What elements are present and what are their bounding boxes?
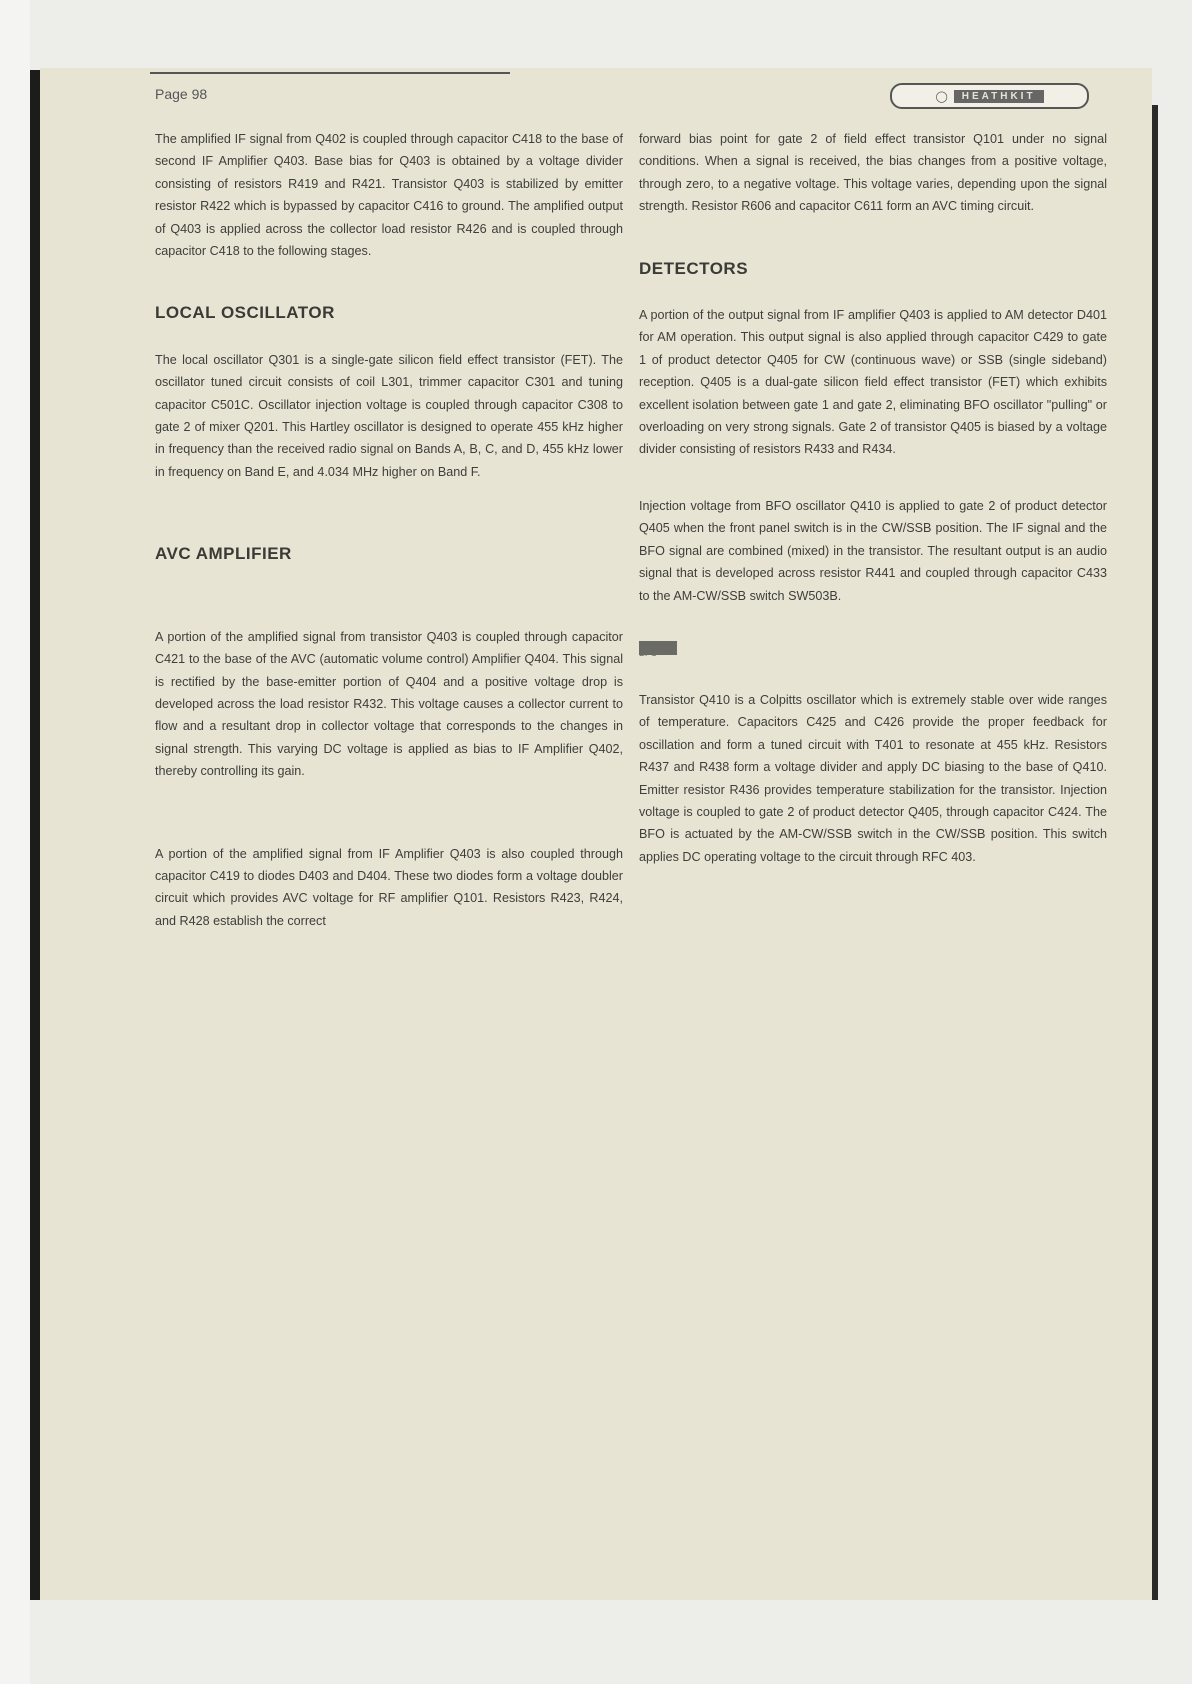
page-number: Page 98 [155, 86, 208, 102]
section-heading-local-oscillator: LOCAL OSCILLATOR [155, 303, 335, 323]
right-column [639, 128, 1107, 868]
paragraph: Injection voltage from BFO oscillator Q410 is applied to gate 2 of product detector Q405 when the front panel switch is in the CW/SSB position. The IF signal and the BFO signal are combined (mixed) in the transistor. The resultant output is an audio signal that is developed across resistor R441 and coupled through capacitor C433 to the AM-CW/SSB switch SW503B. [639, 498, 1107, 603]
brand-badge [890, 83, 1089, 109]
paragraph: forward bias point for gate 2 of field effect transistor Q101 under no signal conditions. When a signal is received, the bias changes from a positive voltage, through zero, to a negative voltage. This voltage varies, depending upon the signal strength. Resistor R606 and capacitor C611 form an AVC timing circuit. [639, 132, 1107, 214]
page-edge [1152, 105, 1158, 1600]
paragraph: A portion of the output signal from IF amplifier Q403 is applied to AM detector D401 for AM operation. This output signal is also applied through capacitor C429 to gate 1 of product detector Q405 for CW (continuous wave) or SSB (single sideband) reception. Q405 is a dual-gate silicon field effect transistor (FET) which exhibits excellent isolation between gate 1 and gate 2, eliminating BFO oscillator "pulling" or overloading on very strong signals. Gate 2 of transistor Q405 is biased by a voltage divider consisting of resistors R433 and R434. [639, 308, 1107, 457]
brand-logo-icon: ◯ [935, 90, 948, 103]
section-heading-detectors: DETECTORS [639, 258, 749, 278]
top-rule [150, 72, 510, 74]
left-column [155, 128, 623, 932]
binding-spine [30, 70, 40, 1600]
scan-margin [0, 0, 30, 1684]
section-heading-avc-amplifier: AVC AMPLIFIER [155, 544, 292, 564]
paragraph: A portion of the amplified signal from IF Amplifier Q403 is also coupled through capacitor C419 to diodes D403 and D404. These two diodes form a voltage doubler circuit which provides AVC voltage for RF amplifier Q101. Resistors R423, R424, and R428 establish the correct [155, 846, 623, 928]
paragraph: Transistor Q410 is a Colpitts oscillator which is extremely stable over wide ranges of temperature. Capacitors C425 and C426 provide the proper feedback for oscillation and form a tuned circuit with T401 to resonate at 455 kHz. Resistors R437 and R438 form a voltage divider and apply DC biasing to the base of Q410. Emitter resistor R436 provides temperature stabilization for the transistor. Injection voltage is coupled to gate 2 of product detector Q405, through capacitor C424. The BFO is actuated by the AM-CW/SSB switch in the CW/SSB position. This switch applies DC operating voltage to the circuit through RFC 403. [639, 692, 1107, 864]
paragraph: A portion of the amplified signal from transistor Q403 is coupled through capacitor C421 to the base of the AVC (automatic volume control) Amplifier Q404. This signal is rectified by the base-emitter portion of Q404 and a positive voltage drop is developed across the load resistor R432. This voltage causes a collector current to flow and a resultant drop in collector voltage that corresponds to the changes in signal strength. This varying DC voltage is applied as bias to IF Amplifier Q402, thereby controlling its gain. [155, 629, 623, 779]
brand-name: HEATHKIT [954, 90, 1044, 103]
section-heading-bfo: BFO [639, 641, 677, 655]
paragraph: The amplified IF signal from Q402 is coupled through capacitor C418 to the base of second IF Amplifier Q403. Base bias for Q403 is obtained by a voltage divider consisting of resistors R419 and R421. Transistor Q403 is stabilized by emitter resistor R422 which is bypassed by capacitor C416 to ground. The amplified output of Q403 is applied across the collector load resistor R426 and is coupled through capacitor C418 to the following stages. [155, 132, 623, 259]
paragraph: The local oscillator Q301 is a single-gate silicon field effect transistor (FET). The oscillator tuned circuit consists of coil L301, trimmer capacitor C301 and tuning capacitor C501C. Oscillator injection voltage is coupled through capacitor C308 to gate 2 of mixer Q201. This Hartley oscillator is designed to operate 455 kHz higher in frequency than the received radio signal on Bands A, B, C, and D, 455 kHz lower in frequency on Band E, and 4.034 MHz higher on Band F. [155, 352, 623, 479]
